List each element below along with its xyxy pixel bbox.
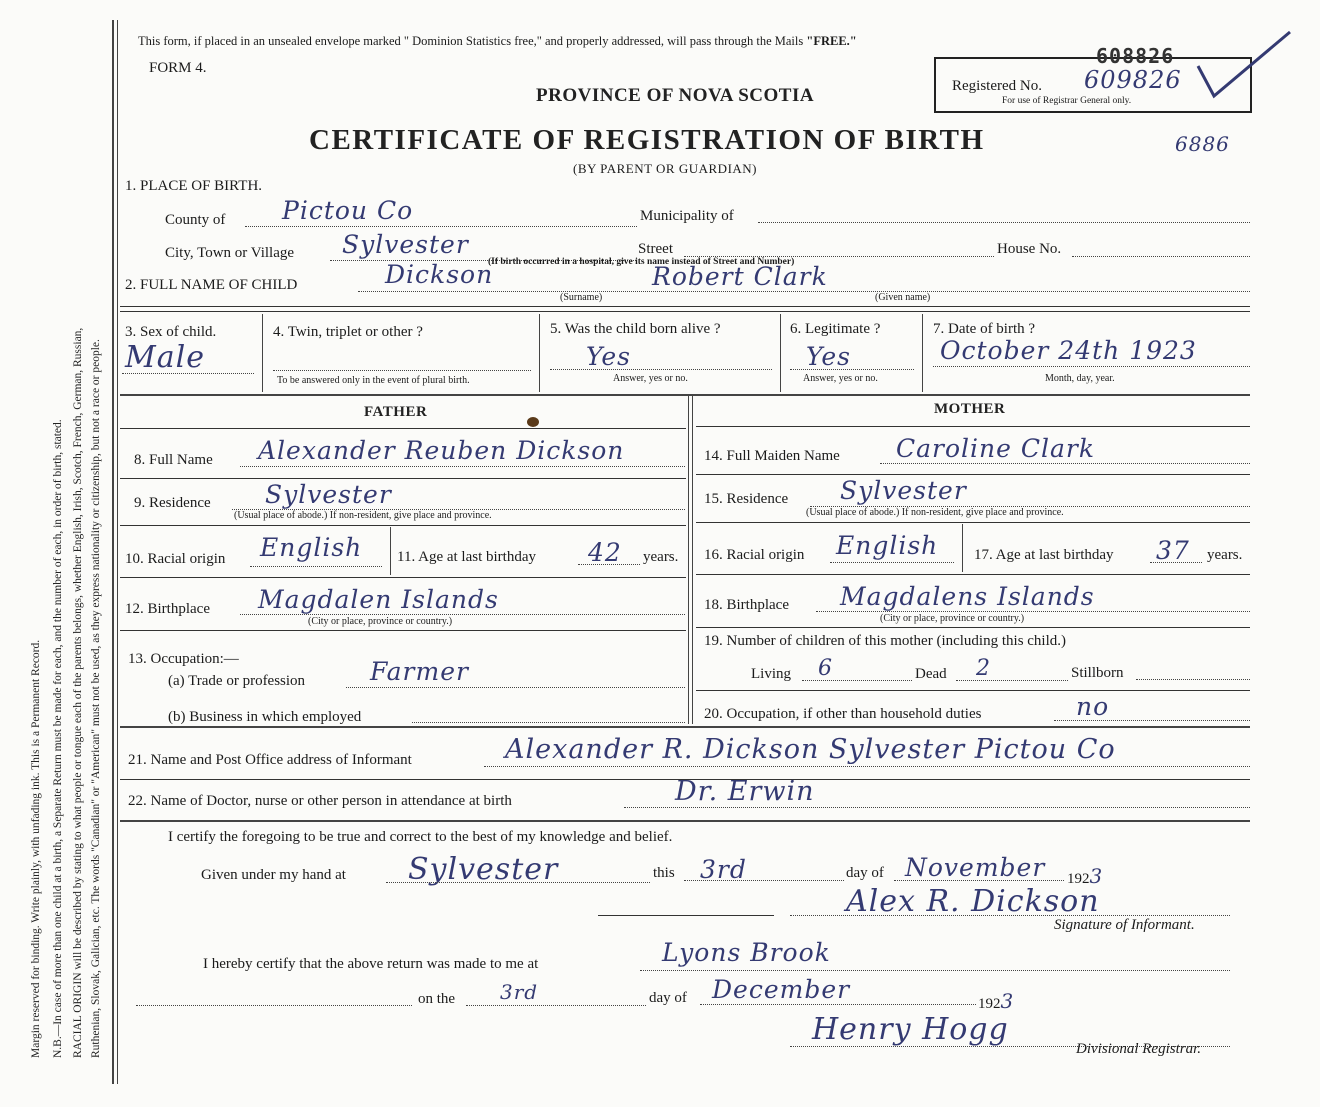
cert-month-value: November xyxy=(905,853,1046,882)
mother-occupation-value: no xyxy=(1076,692,1110,721)
doctor-label: 22. Name of Doctor, nurse or other person in attendance at birth xyxy=(128,793,512,809)
mother-children-label: 19. Number of children of this mother (including this child.) xyxy=(704,633,1067,649)
form-number: FORM 4. xyxy=(149,60,207,76)
registrar-year-suffix: 3 xyxy=(1000,989,1015,1013)
margin-note-racial-origin: RACIAL ORIGIN will be described by stating to what people or tongue each of the parents belongs, whether English, Irish, Scotch, French, German, Russian, xyxy=(72,327,84,1058)
registrar-year xyxy=(978,989,1014,1013)
certify-text: I certify the foregoing to be true and correct to the best of my knowledge and belief. xyxy=(168,829,673,845)
father-birthplace-caption: (City or place, province or country.) xyxy=(308,616,453,627)
legitimate-caption: Answer, yes or no. xyxy=(803,373,878,384)
alive-caption: Answer, yes or no. xyxy=(613,373,688,384)
ink-blot xyxy=(527,417,539,427)
surname-caption: (Surname) xyxy=(560,292,603,303)
legitimate-value: Yes xyxy=(806,342,851,371)
mother-dead-label: Dead xyxy=(915,666,947,682)
alive-label: 5. Was the child born alive ? xyxy=(550,321,721,337)
mother-name-value: Caroline Clark xyxy=(896,434,1095,463)
doctor-value: Dr. Erwin xyxy=(675,776,815,807)
dob-caption: Month, day, year. xyxy=(1045,373,1115,384)
binding-margin-line xyxy=(112,20,114,1084)
mother-residence-value: Sylvester xyxy=(840,476,967,505)
mother-age-value: 37 xyxy=(1156,536,1190,565)
child-name-label: 2. FULL NAME OF CHILD xyxy=(125,277,298,293)
dob-label: 7. Date of birth ? xyxy=(933,321,1036,337)
mother-stillborn-label: Stillborn xyxy=(1071,665,1124,681)
legitimate-label: 6. Legitimate ? xyxy=(790,321,881,337)
corner-mark: 6886 xyxy=(1175,132,1230,156)
father-name-label: 8. Full Name xyxy=(134,452,213,468)
city-value: Sylvester xyxy=(342,230,469,259)
registrar-month-value: December xyxy=(712,975,851,1004)
father-trade-label: (a) Trade or profession xyxy=(168,673,306,689)
informant-label: 21. Name and Post Office address of Informant xyxy=(128,752,412,768)
twin-note: To be answered only in the event of plural birth. xyxy=(277,375,470,386)
registrar-day-of-label: day of xyxy=(649,990,687,1006)
mother-race-value: English xyxy=(836,531,939,560)
mail-notice-text: This form, if placed in an unsealed envelope marked " Dominion Statistics free," and properly addressed, will pass through the Mails xyxy=(138,34,804,48)
registrar-certify-text: I hereby certify that the above return was made to me at xyxy=(203,956,539,972)
father-birthplace-value: Magdalen Islands xyxy=(258,585,499,614)
father-race-value: English xyxy=(260,533,363,562)
father-age-label: 11. Age at last birthday xyxy=(397,549,536,565)
child-surname: Dickson xyxy=(385,260,494,289)
dob-value: October 24th 1923 xyxy=(940,336,1197,365)
this-label: this xyxy=(653,865,675,881)
binding-margin-line-inner xyxy=(117,20,118,1084)
mother-race-label: 16. Racial origin xyxy=(704,547,805,563)
father-business-label: (b) Business in which employed xyxy=(168,709,362,725)
mother-age-label: 17. Age at last birthday xyxy=(974,547,1114,563)
informant-signature-caption: Signature of Informant. xyxy=(1054,917,1195,933)
informant-signature: Alex R. Dickson xyxy=(846,884,1100,919)
registrar-use-note: For use of Registrar General only. xyxy=(1002,96,1132,106)
father-residence-value: Sylvester xyxy=(265,480,392,509)
mother-dead-value: 2 xyxy=(976,656,991,681)
mother-name-label: 14. Full Maiden Name xyxy=(704,448,840,464)
registrar-place-value: Lyons Brook xyxy=(662,938,831,967)
margin-note-racial-origin-2: Ruthenian, Slovak, Galician, etc. The words "Canadian" or "American" must not be used, as they express nationality or citizenship, but not a race or people. xyxy=(90,339,102,1058)
house-no-label: House No. xyxy=(997,241,1062,257)
mail-notice-free: "FREE." xyxy=(806,34,857,48)
mother-residence-caption: (Usual place of abode.) If non-resident, give place and province. xyxy=(806,507,1064,518)
cert-day-of-label: day of xyxy=(846,865,884,881)
given-place-value: Sylvester xyxy=(408,852,559,887)
margin-note-multiple-births: N.B.—In case of more than one child at a birth, a Separate Return must be made for each, and the number of each, in order of birth, stated. xyxy=(52,419,64,1058)
registrar-on-the-label: on the xyxy=(418,991,456,1007)
mother-residence-label: 15. Residence xyxy=(704,491,789,507)
cert-day-value: 3rd xyxy=(700,855,747,884)
city-label: City, Town or Village xyxy=(165,245,295,261)
father-heading: FATHER xyxy=(364,404,428,420)
father-name-value: Alexander Reuben Dickson xyxy=(258,436,625,465)
father-age-value: 42 xyxy=(588,538,622,567)
informant-value: Alexander R. Dickson Sylvester Pictou Co xyxy=(505,734,1116,765)
registrar-signature: Henry Hogg xyxy=(812,1012,1009,1047)
mother-living-label: Living xyxy=(751,666,791,682)
mail-notice xyxy=(138,34,857,49)
checkmark-icon xyxy=(1190,26,1300,106)
margin-note-binding: Margin reserved for binding. Write plainly, with unfading ink. This is a Permanent Record. xyxy=(30,639,42,1058)
county-label: County of xyxy=(165,212,226,228)
child-given-name: Robert Clark xyxy=(652,262,828,291)
mother-birthplace-value: Magdalens Islands xyxy=(840,582,1095,611)
cert-year-suffix: 3 xyxy=(1089,864,1104,888)
registrar-year-prefix: 192 xyxy=(978,996,1001,1012)
certificate-title: CERTIFICATE OF REGISTRATION OF BIRTH xyxy=(309,124,985,156)
certificate-subtitle: (BY PARENT OR GUARDIAN) xyxy=(573,161,758,176)
mother-birthplace-label: 18. Birthplace xyxy=(704,597,789,613)
mother-living-value: 6 xyxy=(818,656,833,681)
sex-value: Male xyxy=(125,340,205,375)
given-under-label: Given under my hand at xyxy=(201,867,346,883)
street-label: Street xyxy=(638,241,673,257)
father-age-years: years. xyxy=(643,549,679,565)
registered-number: 609826 xyxy=(1084,66,1182,94)
father-trade-value: Farmer xyxy=(370,657,469,686)
place-of-birth-heading: 1. PLACE OF BIRTH. xyxy=(125,178,263,194)
mother-occupation-label: 20. Occupation, if other than household duties xyxy=(704,706,982,722)
registered-label: Registered No. xyxy=(952,78,1042,94)
twin-label: 4. Twin, triplet or other ? xyxy=(273,324,423,340)
alive-value: Yes xyxy=(586,342,631,371)
father-occupation-label: 13. Occupation:— xyxy=(128,651,239,667)
mother-birthplace-caption: (City or place, province or country.) xyxy=(880,613,1025,624)
father-residence-caption: (Usual place of abode.) If non-resident, give place and province. xyxy=(234,510,492,521)
father-race-label: 10. Racial origin xyxy=(125,551,226,567)
registrar-day-value: 3rd xyxy=(500,980,539,1004)
registered-stamp: 608826 xyxy=(1096,44,1175,68)
hospital-note: (If birth occurred in a hospital, give its name instead of Street and Number) xyxy=(488,257,795,267)
municipality-label: Municipality of xyxy=(640,208,734,224)
father-residence-label: 9. Residence xyxy=(134,495,211,511)
county-value: Pictou Co xyxy=(282,196,414,225)
sex-label: 3. Sex of child. xyxy=(125,324,217,340)
given-name-caption: (Given name) xyxy=(875,292,931,303)
mother-heading: MOTHER xyxy=(934,401,1006,417)
mother-age-years: years. xyxy=(1207,547,1243,563)
cert-year-prefix: 192 xyxy=(1067,871,1090,887)
province-heading: PROVINCE OF NOVA SCOTIA xyxy=(536,85,815,106)
registrar-caption: Divisional Registrar. xyxy=(1076,1041,1202,1057)
father-birthplace-label: 12. Birthplace xyxy=(125,601,210,617)
